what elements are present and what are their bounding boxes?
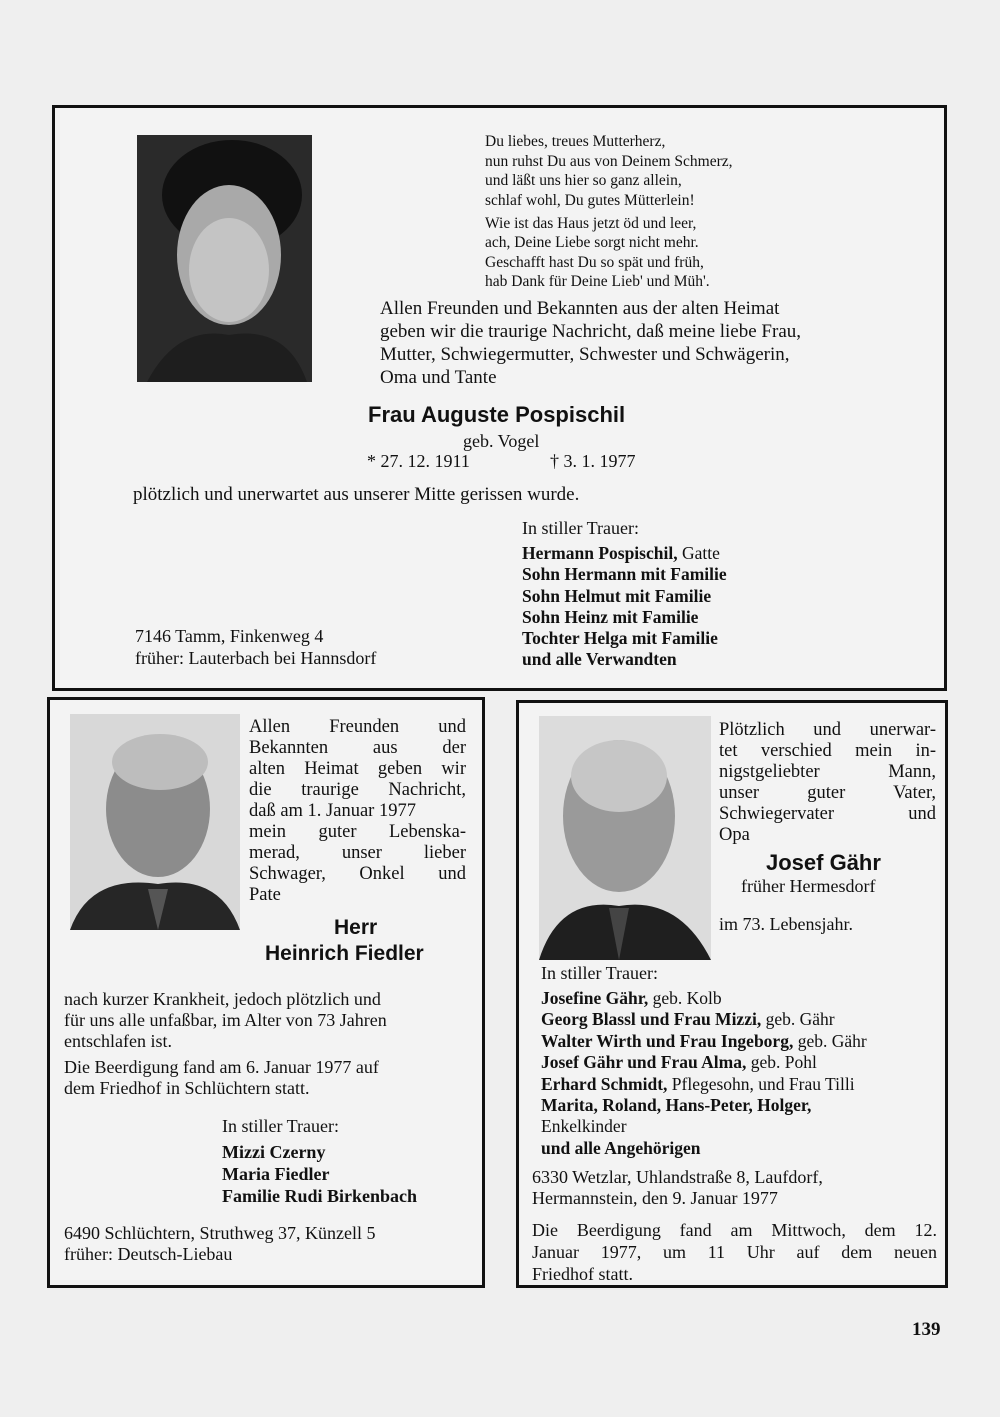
mourning-label: In stiller Trauer: bbox=[522, 518, 639, 538]
mourner: Walter Wirth und Frau Ingeborg, geb. Gähr bbox=[541, 1030, 867, 1051]
funeral-line: Die Beerdigung fand am Mittwoch, dem 12. bbox=[532, 1220, 937, 1240]
deceased-name: Heinrich Fiedler bbox=[265, 942, 424, 965]
intro-line: nigstgeliebter Mann, bbox=[719, 762, 936, 782]
intro-line: Bekannten aus der bbox=[249, 738, 466, 758]
body-text bbox=[64, 989, 387, 1099]
intro-line: Plötzlich und unerwar- bbox=[719, 720, 936, 740]
body-line: Die Beerdigung fand am 6. Januar 1977 auf bbox=[64, 1057, 379, 1077]
intro-line: Schwager, Onkel und bbox=[249, 864, 466, 884]
intro-line: Allen Freunden und Bekannten aus der alten Heimat bbox=[380, 298, 780, 319]
poem-line: ach, Deine Liebe sorgt nicht mehr. bbox=[485, 234, 699, 251]
address bbox=[532, 1167, 823, 1209]
body-line: für uns alle unfaßbar, im Alter von 73 Jahren bbox=[64, 1010, 387, 1030]
funeral-line: Januar 1977, um 11 Uhr auf dem neuen bbox=[532, 1242, 937, 1262]
deceased-name: Frau Auguste Pospischil bbox=[368, 402, 626, 427]
page-number: 139 bbox=[912, 1319, 941, 1340]
mourner: Marita, Roland, Hans-Peter, Holger, bbox=[541, 1095, 812, 1116]
portrait-photo-heinrich bbox=[70, 714, 240, 930]
poem-line: nun ruhst Du aus von Deinem Schmerz, bbox=[485, 152, 733, 170]
mourner: Hermann Pospischil, Gatte bbox=[522, 543, 720, 563]
intro-line: mein guter Lebenska- bbox=[249, 822, 466, 842]
intro-line: Opa bbox=[719, 825, 750, 845]
intro-line: Mutter, Schwiegermutter, Schwester und Schwägerin, bbox=[380, 344, 790, 365]
mourner: Sohn Helmut mit Familie bbox=[522, 585, 712, 606]
poem-line: und läßt uns hier so ganz allein, bbox=[485, 172, 682, 189]
intro-text bbox=[249, 717, 466, 906]
intro-line: merad, unser lieber bbox=[249, 843, 466, 863]
portrait-photo-auguste bbox=[137, 135, 312, 382]
death-date: † 3. 1. 1977 bbox=[550, 451, 636, 471]
poem-line: schlaf wohl, Du gutes Mütterlein! bbox=[485, 191, 695, 209]
mourner: Enkelkinder bbox=[541, 1116, 627, 1137]
deceased-title: Herr bbox=[334, 916, 378, 939]
intro-line: alten Heimat geben wir bbox=[249, 759, 466, 779]
mourner-list bbox=[541, 988, 867, 1159]
mourner: und alle Angehörigen bbox=[541, 1137, 701, 1158]
address-line: 6490 Schlüchtern, Struthweg 37, Künzell 5 bbox=[64, 1223, 376, 1243]
mourner: Sohn Hermann mit Familie bbox=[522, 564, 727, 585]
address-line: 7146 Tamm, Finkenweg 4 bbox=[135, 626, 324, 646]
address bbox=[64, 1223, 375, 1265]
birth-name: geb. Vogel bbox=[463, 431, 540, 451]
mourner: und alle Verwandten bbox=[522, 649, 677, 670]
mourner: Mizzi Czerny bbox=[222, 1142, 326, 1162]
birth-date: * 27. 12. 1911 bbox=[367, 451, 470, 471]
former-residence: früher Hermesdorf bbox=[741, 876, 876, 896]
obituary-pospischil bbox=[52, 105, 947, 691]
address-line: Hermannstein, den 9. Januar 1977 bbox=[532, 1188, 778, 1208]
address-line: 6330 Wetzlar, Uhlandstraße 8, Laufdorf, bbox=[532, 1167, 823, 1187]
address-line: früher: Lauterbach bei Hannsdorf bbox=[135, 648, 377, 668]
poem-line: hab Dank für Deine Lieb' und Müh'. bbox=[485, 273, 710, 290]
mourner: Josefine Gähr, geb. Kolb bbox=[541, 988, 722, 1008]
mourner-list bbox=[222, 1141, 417, 1207]
intro-line: Allen Freunden und bbox=[249, 717, 466, 737]
address-line: früher: Deutsch-Liebau bbox=[64, 1244, 233, 1264]
mourner: Josef Gähr und Frau Alma, geb. Pohl bbox=[541, 1052, 817, 1073]
poem-line: Du liebes, treues Mutterherz, bbox=[485, 133, 666, 150]
mourner-list bbox=[522, 543, 727, 671]
portrait-photo-josef bbox=[539, 716, 711, 960]
closing-line: plötzlich und unerwartet aus unserer Mitte gerissen wurde. bbox=[133, 484, 580, 505]
deceased-name: Josef Gähr bbox=[766, 850, 881, 875]
intro-line: Schwiegervater und bbox=[719, 804, 936, 824]
intro-line: Oma und Tante bbox=[380, 367, 497, 388]
intro-line: tet verschied mein in- bbox=[719, 741, 936, 761]
body-line: dem Friedhof in Schlüchtern statt. bbox=[64, 1078, 310, 1098]
obituary-fiedler bbox=[47, 697, 485, 1288]
intro-line: die traurige Nachricht, bbox=[249, 780, 466, 800]
mourner: Sohn Heinz mit Familie bbox=[522, 606, 699, 627]
mourner: Familie Rudi Birkenbach bbox=[222, 1186, 418, 1206]
intro-line: unser guter Vater, bbox=[719, 783, 936, 803]
body-line: entschlafen ist. bbox=[64, 1031, 172, 1051]
mourner: Maria Fiedler bbox=[222, 1164, 330, 1184]
funeral-line: Friedhof statt. bbox=[532, 1264, 633, 1284]
mourning-label: In stiller Trauer: bbox=[222, 1116, 339, 1136]
body-line: nach kurzer Krankheit, jedoch plötzlich und bbox=[64, 989, 381, 1009]
intro-line: Pate bbox=[249, 885, 281, 905]
age-line: im 73. Lebensjahr. bbox=[719, 914, 853, 934]
mourning-label: In stiller Trauer: bbox=[541, 963, 658, 983]
poem-block bbox=[485, 134, 733, 294]
intro-line: daß am 1. Januar 1977 bbox=[249, 801, 416, 821]
mourner: Erhard Schmidt, Pflegesohn, und Frau Tilli bbox=[541, 1073, 855, 1094]
poem-line: Wie ist das Haus jetzt öd und leer, bbox=[485, 214, 697, 232]
intro-text bbox=[719, 720, 936, 846]
funeral-text bbox=[532, 1219, 937, 1285]
mourner: Georg Blassl und Frau Mizzi, geb. Gähr bbox=[541, 1009, 835, 1030]
obituary-gaehr bbox=[516, 700, 948, 1288]
intro-line: geben wir die traurige Nachricht, daß meine liebe Frau, bbox=[380, 321, 801, 342]
poem-line: Geschafft hast Du so spät und früh, bbox=[485, 253, 704, 271]
mourner: Tochter Helga mit Familie bbox=[522, 628, 718, 649]
